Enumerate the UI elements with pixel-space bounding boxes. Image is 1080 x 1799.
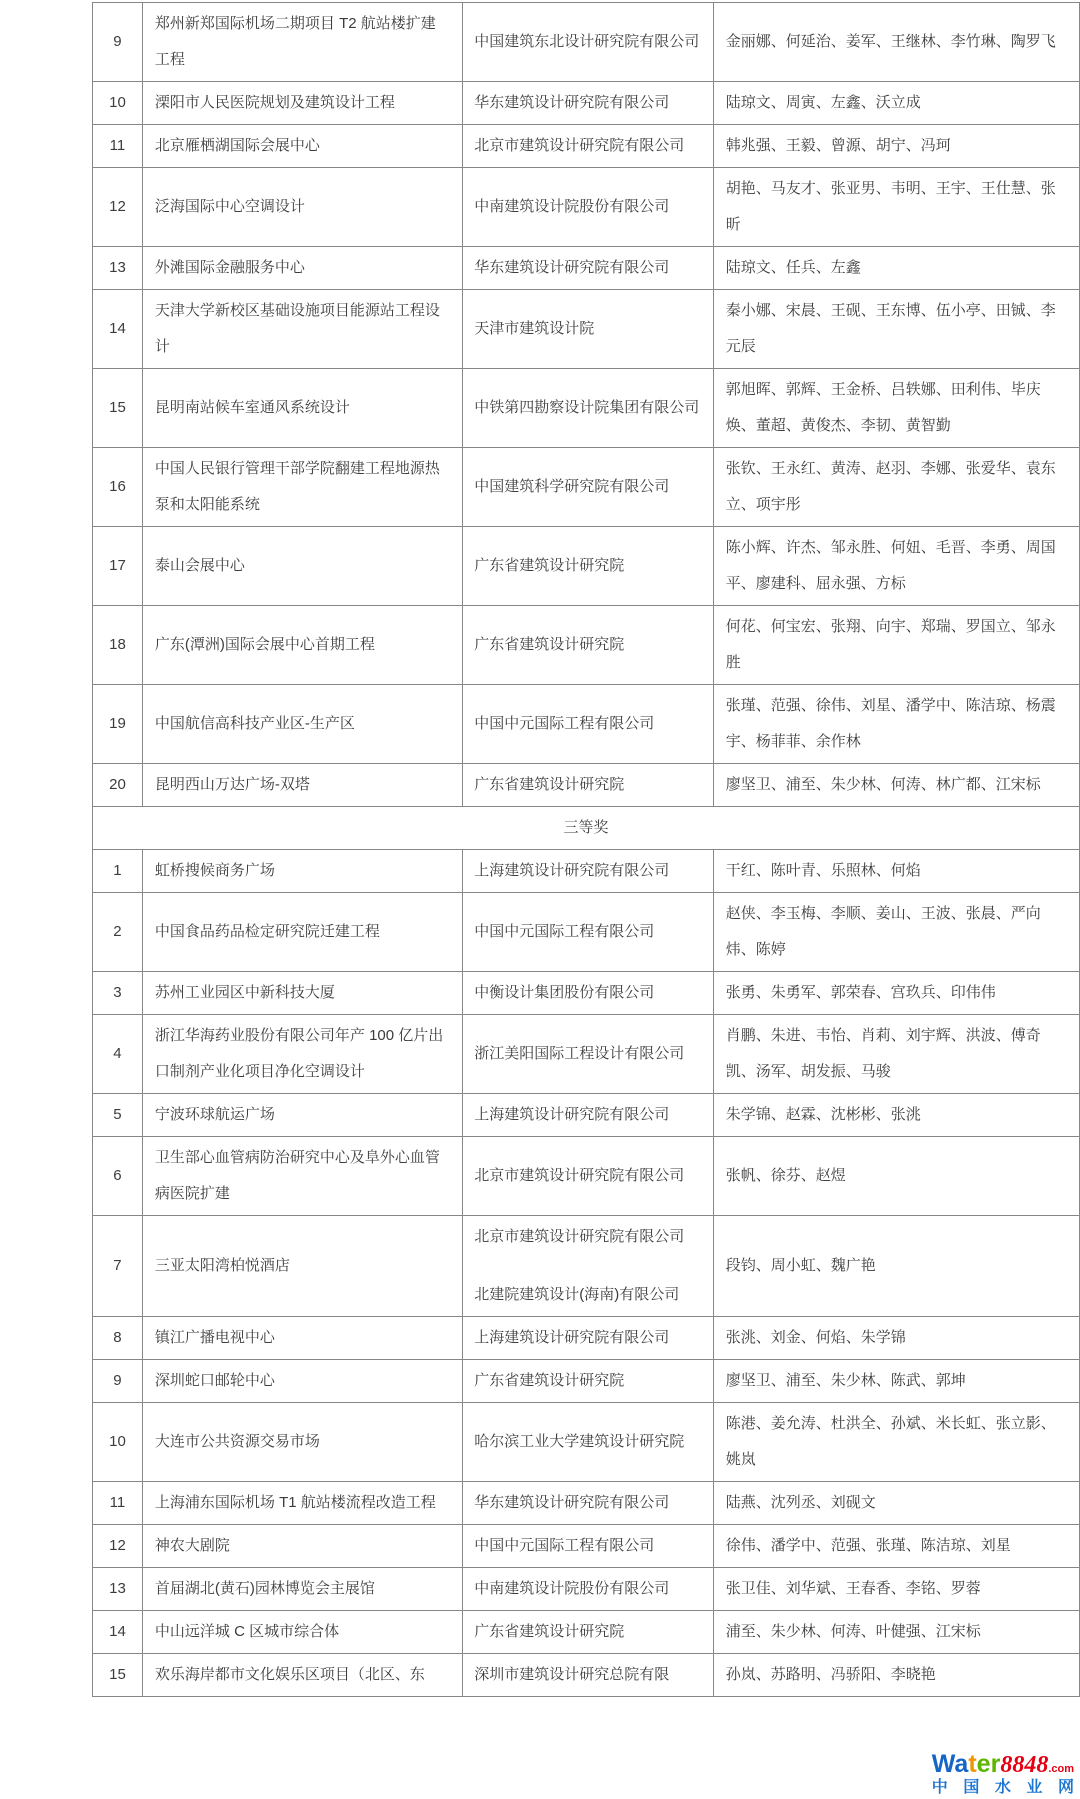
row-number: 14 (93, 290, 143, 369)
watermark-subtitle (932, 1780, 1074, 1797)
table-row (93, 1568, 1080, 1611)
table-row (93, 1137, 1080, 1216)
table-row (93, 850, 1080, 893)
row-number: 13 (93, 1568, 143, 1611)
design-company-cell (463, 1525, 714, 1568)
company-name: 北京市建筑设计研究院有限公司 (474, 137, 685, 154)
table-row (93, 82, 1080, 125)
company-name: 上海建筑设计研究院有限公司 (474, 862, 670, 879)
project-name: 三亚太阳湾柏悦酒店 (142, 1216, 462, 1317)
project-name: 天津大学新校区基础设施项目能源站工程设计 (142, 290, 462, 369)
company-name: 中国建筑科学研究院有限公司 (474, 478, 670, 495)
watermark-segment: 8848 (1000, 1752, 1049, 1779)
design-company-cell (463, 1568, 714, 1611)
table-row (93, 168, 1080, 247)
row-number: 15 (93, 369, 143, 448)
project-name: 泛海国际中心空调设计 (142, 168, 462, 247)
project-name: 泰山会展中心 (142, 527, 462, 606)
design-company-cell (463, 1482, 714, 1525)
design-company-cell (463, 972, 714, 1015)
section-header-row (93, 807, 1080, 850)
company-name: 华东建筑设计研究院有限公司 (474, 1494, 670, 1511)
row-number: 8 (93, 1317, 143, 1360)
project-name: 昆明南站候车室通风系统设计 (142, 369, 462, 448)
project-name: 郑州新郑国际机场二期项目 T2 航站楼扩建工程 (142, 3, 462, 82)
design-company-cell (463, 168, 714, 247)
company-name: 中南建筑设计院股份有限公司 (474, 1580, 670, 1597)
project-name: 中国食品药品检定研究院迁建工程 (142, 893, 462, 972)
row-number: 6 (93, 1137, 143, 1216)
winner-names: 秦小娜、宋晨、王砚、王东博、伍小亭、田铖、李元辰 (713, 290, 1079, 369)
winner-names: 肖鹏、朱进、韦怡、肖莉、刘宇辉、洪波、傅奇凯、汤军、胡发振、马骏 (713, 1015, 1079, 1094)
watermark-subtitle-char: 国 (963, 1779, 980, 1797)
table-row (93, 3, 1080, 82)
project-name: 广东(潭洲)国际会展中心首期工程 (142, 606, 462, 685)
winner-names: 孙岚、苏路明、冯骄阳、李晓艳 (713, 1654, 1079, 1697)
table-row (93, 764, 1080, 807)
table-row (93, 893, 1080, 972)
row-number: 3 (93, 972, 143, 1015)
design-company-cell (463, 82, 714, 125)
winner-names: 张瑾、范强、徐伟、刘星、潘学中、陈洁琼、杨震宇、杨菲菲、余作林 (713, 685, 1079, 764)
company-name: 北建院建筑设计(海南)有限公司 (474, 1286, 680, 1303)
project-name: 中国人民银行管理干部学院翻建工程地源热泵和太阳能系统 (142, 448, 462, 527)
design-company-cell (463, 1137, 714, 1216)
company-name: 中国中元国际工程有限公司 (474, 1537, 655, 1554)
project-name: 首届湖北(黄石)园林博览会主展馆 (142, 1568, 462, 1611)
row-number: 15 (93, 1654, 143, 1697)
winner-names: 廖坚卫、浦至、朱少林、何涛、林广都、江宋标 (713, 764, 1079, 807)
watermark-segment: er (976, 1750, 1001, 1779)
table-row (93, 125, 1080, 168)
winner-names: 段钧、周小虹、魏广艳 (713, 1216, 1079, 1317)
table-row (93, 247, 1080, 290)
company-name: 哈尔滨工业大学建筑设计研究院 (474, 1433, 685, 1450)
project-name: 镇江广播电视中心 (142, 1317, 462, 1360)
design-company-cell (463, 448, 714, 527)
watermark-subtitle-char: 中 (931, 1779, 948, 1797)
winner-names: 赵侠、李玉梅、李顺、姜山、王波、张晨、严向炜、陈婷 (713, 893, 1079, 972)
winner-names: 陈小辉、许杰、邹永胜、何妞、毛晋、李勇、周国平、廖建科、屈永强、方标 (713, 527, 1079, 606)
table-row (93, 1317, 1080, 1360)
design-company-cell (463, 3, 714, 82)
design-company-cell (463, 850, 714, 893)
company-name: 上海建筑设计研究院有限公司 (474, 1106, 670, 1123)
company-name: 广东省建筑设计研究院 (474, 557, 625, 574)
row-number: 10 (93, 82, 143, 125)
company-name: 北京市建筑设计研究院有限公司 (474, 1228, 685, 1245)
project-name: 上海浦东国际机场 T1 航站楼流程改造工程 (142, 1482, 462, 1525)
winner-names: 陆琼文、任兵、左鑫 (713, 247, 1079, 290)
row-number: 4 (93, 1015, 143, 1094)
row-number: 7 (93, 1216, 143, 1317)
table-row (93, 1482, 1080, 1525)
project-name: 卫生部心血管病防治研究中心及阜外心血管病医院扩建 (142, 1137, 462, 1216)
row-number: 10 (93, 1403, 143, 1482)
winner-names: 郭旭晖、郭辉、王金桥、吕轶娜、田利伟、毕庆焕、董超、黄俊杰、李韧、黄智勤 (713, 369, 1079, 448)
row-number: 5 (93, 1094, 143, 1137)
section-header: 三等奖 (93, 807, 1080, 850)
table-row (93, 1654, 1080, 1697)
project-name: 浙江华海药业股份有限公司年产 100 亿片出口制剂产业化项目净化空调设计 (142, 1015, 462, 1094)
project-name: 欢乐海岸都市文化娱乐区项目（北区、东 (142, 1654, 462, 1697)
design-company-cell (463, 1403, 714, 1482)
company-name: 中铁第四勘察设计院集团有限公司 (474, 399, 700, 416)
project-name: 北京雁栖湖国际会展中心 (142, 125, 462, 168)
row-number: 13 (93, 247, 143, 290)
winner-names: 朱学锦、赵霖、沈彬彬、张洮 (713, 1094, 1079, 1137)
table-row (93, 606, 1080, 685)
company-name: 北京市建筑设计研究院有限公司 (474, 1167, 685, 1184)
project-name: 宁波环球航运广场 (142, 1094, 462, 1137)
winner-names: 胡艳、马友才、张亚男、韦明、王宇、王仕慧、张昕 (713, 168, 1079, 247)
design-company-cell (463, 1216, 714, 1317)
winner-names: 陈港、姜允涛、杜洪全、孙斌、米长虹、张立影、姚岚 (713, 1403, 1079, 1482)
project-name: 神农大剧院 (142, 1525, 462, 1568)
row-number: 16 (93, 448, 143, 527)
table-row (93, 1360, 1080, 1403)
table-row (93, 1403, 1080, 1482)
watermark-subtitle-char: 水 (994, 1779, 1011, 1797)
design-company-cell (463, 1094, 714, 1137)
design-company-cell (463, 1360, 714, 1403)
design-company-cell (463, 247, 714, 290)
company-name: 广东省建筑设计研究院 (474, 1372, 625, 1389)
project-name: 虹桥搜候商务广场 (142, 850, 462, 893)
winner-names: 何花、何宝宏、张翔、向宇、郑瑞、罗国立、邹永胜 (713, 606, 1079, 685)
winner-names: 张钦、王永红、黄涛、赵羽、李娜、张爱华、袁东立、项宇彤 (713, 448, 1079, 527)
watermark-segment: Wa (931, 1750, 969, 1779)
project-name: 深圳蛇口邮轮中心 (142, 1360, 462, 1403)
awards-table (92, 2, 1080, 1697)
row-number: 18 (93, 606, 143, 685)
company-name: 中南建筑设计院股份有限公司 (474, 198, 670, 215)
project-name: 中山远洋城 C 区城市综合体 (142, 1611, 462, 1654)
winner-names: 张卫佳、刘华斌、王春香、李铭、罗蓉 (713, 1568, 1079, 1611)
watermark-segment: t (968, 1750, 977, 1779)
company-name: 广东省建筑设计研究院 (474, 636, 625, 653)
winner-names: 张洮、刘金、何焰、朱学锦 (713, 1317, 1079, 1360)
company-name: 中国中元国际工程有限公司 (474, 923, 655, 940)
winner-names: 浦至、朱少林、何涛、叶健强、江宋标 (713, 1611, 1079, 1654)
row-number: 14 (93, 1611, 143, 1654)
company-name: 华东建筑设计研究院有限公司 (474, 94, 670, 111)
row-number: 2 (93, 893, 143, 972)
table-row (93, 448, 1080, 527)
table-row (93, 527, 1080, 606)
design-company-cell (463, 369, 714, 448)
winner-names: 廖坚卫、浦至、朱少林、陈武、郭坤 (713, 1360, 1079, 1403)
winner-names: 韩兆强、王毅、曾源、胡宁、冯珂 (713, 125, 1079, 168)
company-name: 华东建筑设计研究院有限公司 (474, 259, 670, 276)
table-row (93, 1015, 1080, 1094)
table-row (93, 369, 1080, 448)
watermark-subtitle-char: 网 (1057, 1779, 1074, 1797)
table-row (93, 1525, 1080, 1568)
row-number: 9 (93, 1360, 143, 1403)
winner-names: 张勇、朱勇军、郭荣春、宫玖兵、印伟伟 (713, 972, 1079, 1015)
company-name: 中国建筑东北设计研究院有限公司 (474, 33, 700, 50)
row-number: 19 (93, 685, 143, 764)
design-company-cell (463, 1015, 714, 1094)
design-company-cell (463, 1654, 714, 1697)
design-company-cell (463, 290, 714, 369)
design-company-cell (463, 893, 714, 972)
table-row (93, 1094, 1080, 1137)
winner-names: 干红、陈叶青、乐照林、何焰 (713, 850, 1079, 893)
watermark-logo (932, 1751, 1074, 1778)
company-name: 浙江美阳国际工程设计有限公司 (474, 1045, 685, 1062)
watermark-subtitle-char: 业 (1026, 1779, 1043, 1797)
winner-names: 陆琼文、周寅、左鑫、沃立成 (713, 82, 1079, 125)
project-name: 昆明西山万达广场-双塔 (142, 764, 462, 807)
company-name: 深圳市建筑设计研究总院有限 (474, 1666, 670, 1683)
winner-names: 张帆、徐芬、赵煜 (713, 1137, 1079, 1216)
table-row (93, 1216, 1080, 1317)
table-row (93, 972, 1080, 1015)
project-name: 大连市公共资源交易市场 (142, 1403, 462, 1482)
row-number: 11 (93, 1482, 143, 1525)
table-row (93, 290, 1080, 369)
project-name: 溧阳市人民医院规划及建筑设计工程 (142, 82, 462, 125)
design-company-cell (463, 1317, 714, 1360)
company-name: 广东省建筑设计研究院 (474, 1623, 625, 1640)
design-company-cell (463, 685, 714, 764)
company-name: 中国中元国际工程有限公司 (474, 715, 655, 732)
row-number: 20 (93, 764, 143, 807)
company-name: 上海建筑设计研究院有限公司 (474, 1329, 670, 1346)
company-name: 天津市建筑设计院 (474, 320, 595, 337)
project-name: 苏州工业园区中新科技大厦 (142, 972, 462, 1015)
watermark-segment: .com (1048, 1763, 1074, 1776)
row-number: 17 (93, 527, 143, 606)
row-number: 1 (93, 850, 143, 893)
row-number: 12 (93, 1525, 143, 1568)
row-number: 9 (93, 3, 143, 82)
row-number: 11 (93, 125, 143, 168)
company-name: 中衡设计集团股份有限公司 (474, 984, 655, 1001)
site-watermark (932, 1751, 1074, 1797)
winner-names: 陆燕、沈列丞、刘砚文 (713, 1482, 1079, 1525)
design-company-cell (463, 764, 714, 807)
design-company-cell (463, 527, 714, 606)
table-row (93, 685, 1080, 764)
winner-names: 徐伟、潘学中、范强、张瑾、陈洁琼、刘星 (713, 1525, 1079, 1568)
row-number: 12 (93, 168, 143, 247)
project-name: 外滩国际金融服务中心 (142, 247, 462, 290)
winner-names: 金丽娜、何延治、姜军、王继林、李竹琳、陶罗飞 (713, 3, 1079, 82)
company-name: 广东省建筑设计研究院 (474, 776, 625, 793)
project-name: 中国航信高科技产业区-生产区 (142, 685, 462, 764)
design-company-cell (463, 125, 714, 168)
table-row (93, 1611, 1080, 1654)
design-company-cell (463, 1611, 714, 1654)
design-company-cell (463, 606, 714, 685)
